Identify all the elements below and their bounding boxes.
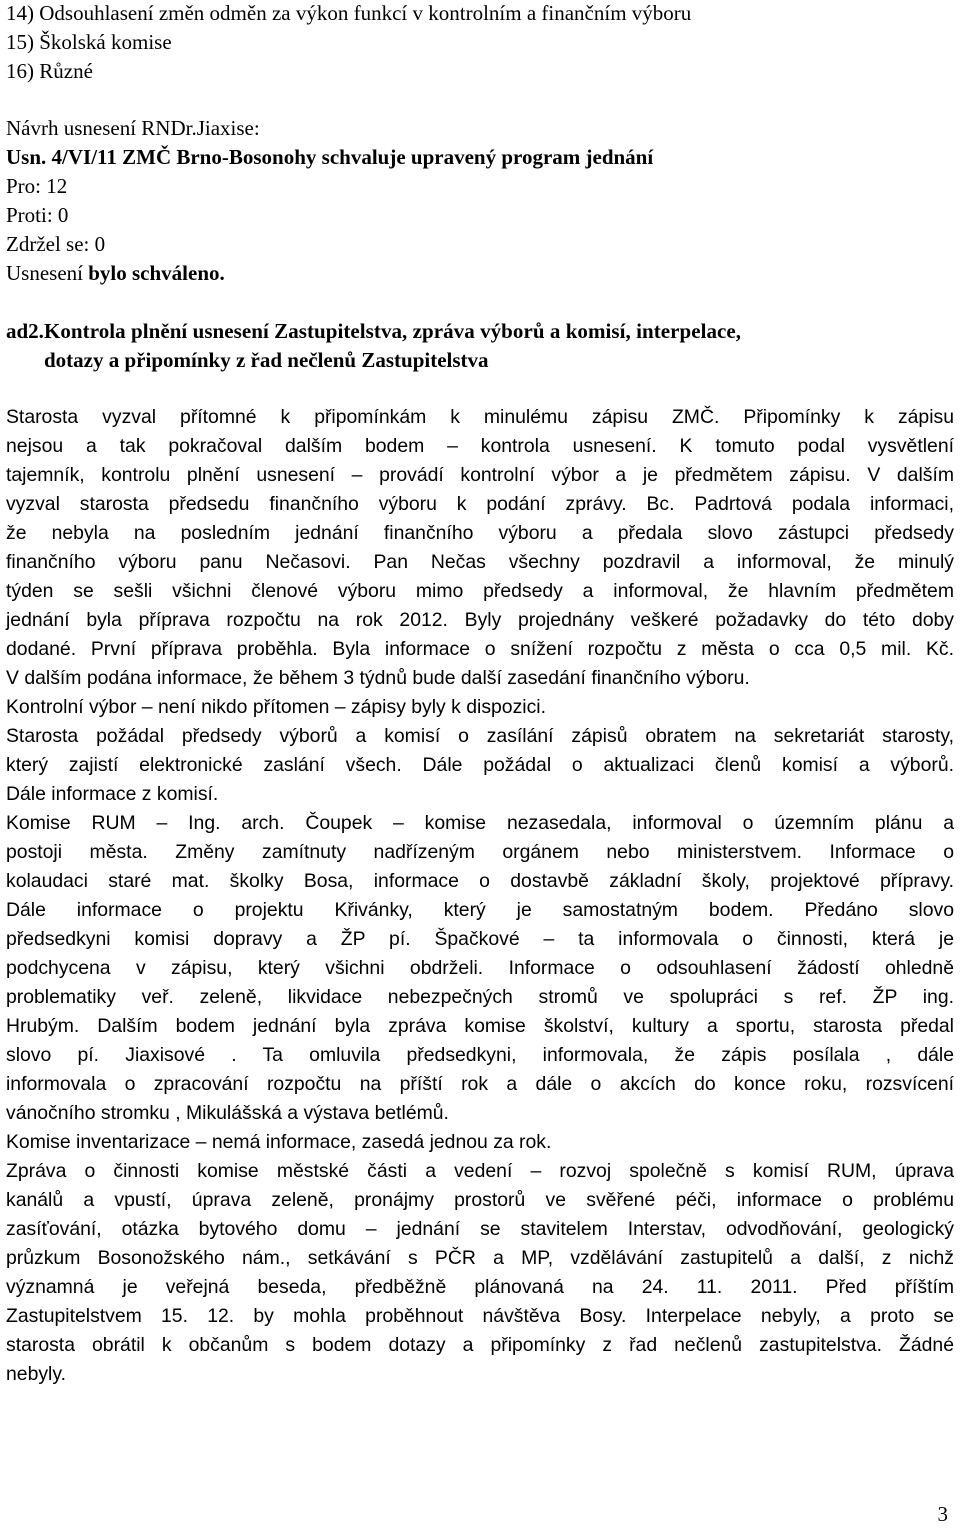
body-line: V dalším podána informace, že během 3 týdnů bude další zasedání finančního výboru. — [6, 667, 750, 689]
body-line: týden se sešli všichni členové výboru mimo předsedy a informoval, že hlavním předmětem — [6, 580, 954, 602]
body-line: zasíťování, otázka bytového domu – jednání se stavitelem Interstav, odvodňování, geologický — [6, 1218, 954, 1240]
body-line: Starosta vyzval přítomné k připomínkám k minulému zápisu ZMČ. Připomínky k zápisu — [6, 406, 954, 428]
body-line: finančního výboru panu Nečasovi. Pan Nečas všechny pozdravil a informoval, že minulý — [6, 551, 954, 573]
section-body — [6, 403, 954, 1389]
body-line: problematiky veř. zeleně, likvidace nebezpečných stromů ve spolupráci s ref. ŽP ing. — [6, 986, 954, 1008]
body-line: Hrubým. Dalším bodem jednání byla zpráva komise školství, kultury a sportu, starosta předal — [6, 1015, 954, 1037]
section-title-line2: dotazy a připomínky z řad nečlenů Zastupitelstva — [44, 348, 489, 372]
body-line: Dále informace o projektu Křivánky, který je samostatným bodem. Předáno slovo — [6, 899, 954, 921]
body-line: Zpráva o činnosti komise městské části a vedení – rozvoj společně s komisí RUM, úprava — [6, 1160, 954, 1182]
body-line: slovo pí. Jiaxisové . Ta omluvila předsedkyni, informovala, že zápis posílala , dále — [6, 1044, 954, 1066]
body-line: který zajistí elektronické zaslání všech. Dále požádal o aktualizaci členů komisí a výborů. — [6, 754, 954, 776]
body-line: postoji města. Změny zamítnuty nadřízeným orgánem nebo ministerstvem. Informace o — [6, 841, 954, 863]
body-line: kanálů a vpustí, úprava zeleně, pronájmy prostorů ve svěřené péči, informace o problému — [6, 1189, 954, 1211]
spacer — [6, 86, 954, 114]
body-line: kolaudaci staré mat. školky Bosa, informace o dostavbě základní školy, projektové přípravy. — [6, 870, 954, 892]
agenda-item: 16) Různé — [6, 59, 93, 83]
document-page — [6, 0, 954, 1526]
result-status: bylo schváleno. — [88, 261, 225, 285]
page-number: 3 — [937, 1502, 948, 1526]
body-line: podchycena v zápisu, který všichni obdrželi. Informace o odsouhlasení žádostí ohledně — [6, 957, 954, 979]
section-heading — [6, 317, 954, 375]
body-line: Kontrolní výbor – není nikdo přítomen – zápisy byly k dispozici. — [6, 696, 546, 718]
resolution-title: Usn. 4/VI/11 ZMČ Brno-Bosonohy schvaluje upravený program jednání — [6, 145, 654, 169]
body-line: jednání byla příprava rozpočtu na rok 2012. Byly projednány veškeré požadavky do této doby — [6, 609, 954, 631]
result-prefix: Usnesení — [6, 261, 89, 285]
resolution-block — [6, 114, 954, 288]
body-line: předsedkyni komisi dopravy a ŽP pí. Špačkové – ta informovala o činnosti, která je — [6, 928, 954, 950]
section-number: ad2. — [6, 319, 44, 343]
agenda-item: 14) Odsouhlasení změn odměn za výkon funkcí v kontrolním a finančním výboru — [6, 1, 692, 25]
spacer — [6, 375, 954, 403]
vote-pro: Pro: 12 — [6, 174, 68, 198]
body-line: průzkum Bosonožského nám., setkávání s PČR a MP, vzdělávání zastupitelů a další, z nichž — [6, 1247, 954, 1269]
body-line: vyzval starosta předsedu finančního výboru k podání zprávy. Bc. Padrtová podala informaci, — [6, 493, 954, 515]
vote-abstain: Zdržel se: 0 — [6, 232, 106, 256]
resolution-proposal: Návrh usnesení RNDr.Jiaxise: — [6, 116, 260, 140]
body-line: tajemník, kontrolu plnění usnesení – provádí kontrolní výbor a je předmětem zápisu. V dalším — [6, 464, 954, 486]
body-line: informovala o zpracování rozpočtu na příští rok a dále o akcích do konce roku, rozsvícení — [6, 1073, 954, 1095]
body-line: Zastupitelstvem 15. 12. by mohla proběhnout návštěva Bosy. Interpelace nebyly, a proto se — [6, 1305, 954, 1327]
agenda-item: 15) Školská komise — [6, 30, 172, 54]
resolution-result — [6, 259, 954, 288]
section-title-line1: Kontrola plnění usnesení Zastupitelstva, zpráva výborů a komisí, interpelace, — [44, 319, 742, 343]
body-line: vánočního stromku , Mikulášská a výstava betlémů. — [6, 1102, 449, 1124]
agenda-list — [6, 0, 954, 86]
body-line: že nebyla na posledním jednání finančního výboru a předala slovo zástupci předsedy — [6, 522, 954, 544]
body-line: dodané. První příprava proběhla. Byla informace o snížení rozpočtu z města o cca 0,5 mil. Kč. — [6, 638, 954, 660]
body-line: významná je veřejná beseda, předběžně plánovaná na 24. 11. 2011. Před příštím — [6, 1276, 954, 1298]
body-line: starosta obrátil k občanům s bodem dotazy a připomínky z řad nečlenů zastupitelstva. Žádné — [6, 1334, 954, 1356]
vote-proti: Proti: 0 — [6, 203, 69, 227]
body-line: Starosta požádal předsedy výborů a komisí o zasílání zápisů obratem na sekretariát starosty, — [6, 725, 954, 747]
body-line: nebyly. — [6, 1363, 66, 1385]
body-line: nejsou a tak pokračoval dalším bodem – kontrola usnesení. K tomuto podal vysvětlení — [6, 435, 954, 457]
body-line: Komise inventarizace – nemá informace, zasedá jednou za rok. — [6, 1131, 552, 1153]
body-line: Komise RUM – Ing. arch. Čoupek – komise nezasedala, informoval o územním plánu a — [6, 812, 954, 834]
body-line: Dále informace z komisí. — [6, 783, 219, 805]
